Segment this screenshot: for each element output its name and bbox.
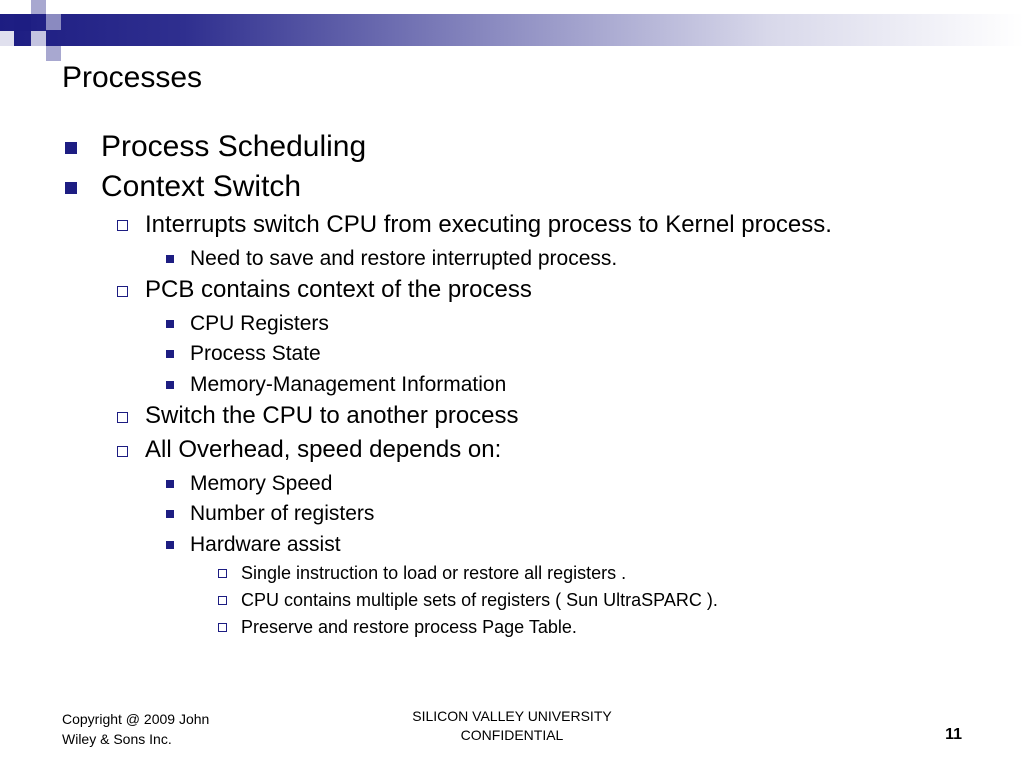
bullet-hollow-square-icon [218, 596, 227, 605]
bullet-hollow-square-icon [117, 220, 128, 231]
bullet-hollow-square-icon [218, 623, 227, 632]
footer-center-line1: SILICON VALLEY UNIVERSITY [412, 708, 612, 724]
bullet-square-icon [166, 320, 174, 328]
footer-copyright [62, 709, 209, 749]
bullet-level1: Process Scheduling [101, 130, 367, 163]
bullet-level3: Process State [190, 342, 321, 365]
bullet-level3: Number of registers [190, 502, 375, 525]
bullet-square-icon [166, 510, 174, 518]
corner-square-6 [0, 31, 14, 46]
page-number: 11 [945, 726, 962, 743]
bullet-level2: All Overhead, speed depends on: [145, 436, 502, 463]
bullet-level4: CPU contains multiple sets of registers ( Sun UltraSPARC ). [241, 590, 718, 610]
bullet-square-icon [65, 142, 77, 154]
corner-square-3 [46, 14, 61, 30]
slide-title: Processes [62, 61, 203, 94]
bullet-level3: Memory-Management Information [190, 373, 507, 396]
bullet-hollow-square-icon [218, 569, 227, 578]
bullet-hollow-square-icon [117, 286, 128, 297]
bullet-square-icon [166, 541, 174, 549]
bullet-level4: Preserve and restore process Page Table. [241, 617, 577, 637]
corner-square-2 [31, 0, 46, 14]
bullet-level2: Switch the CPU to another process [145, 402, 519, 429]
bullet-level2: Interrupts switch CPU from executing process to Kernel process. [145, 211, 832, 238]
bullet-square-icon [166, 255, 174, 263]
footer-copyright-line2: Wiley & Sons Inc. [62, 731, 172, 747]
bullet-level3: CPU Registers [190, 312, 329, 335]
bullet-square-icon [166, 480, 174, 488]
bullet-square-icon [65, 182, 77, 194]
bullet-hollow-square-icon [117, 446, 128, 457]
bullet-square-icon [166, 350, 174, 358]
corner-square-5 [46, 46, 61, 61]
footer-center-line2: CONFIDENTIAL [460, 727, 564, 743]
bullet-level1: Context Switch [101, 170, 302, 203]
bullet-square-icon [166, 381, 174, 389]
bullet-level3: Memory Speed [190, 472, 333, 495]
corner-square-4 [31, 31, 46, 46]
bullet-level3: Need to save and restore interrupted process. [190, 247, 618, 270]
header-gradient-bar [0, 14, 1024, 46]
bullet-level2: PCB contains context of the process [145, 276, 532, 303]
bullet-hollow-square-icon [117, 412, 128, 423]
corner-square-1 [14, 14, 31, 31]
footer-copyright-line1: Copyright @ 2009 John [62, 711, 210, 727]
bullet-level3: Hardware assist [190, 533, 341, 556]
bullet-level4: Single instruction to load or restore all registers . [241, 563, 627, 583]
footer-confidential [362, 707, 662, 745]
